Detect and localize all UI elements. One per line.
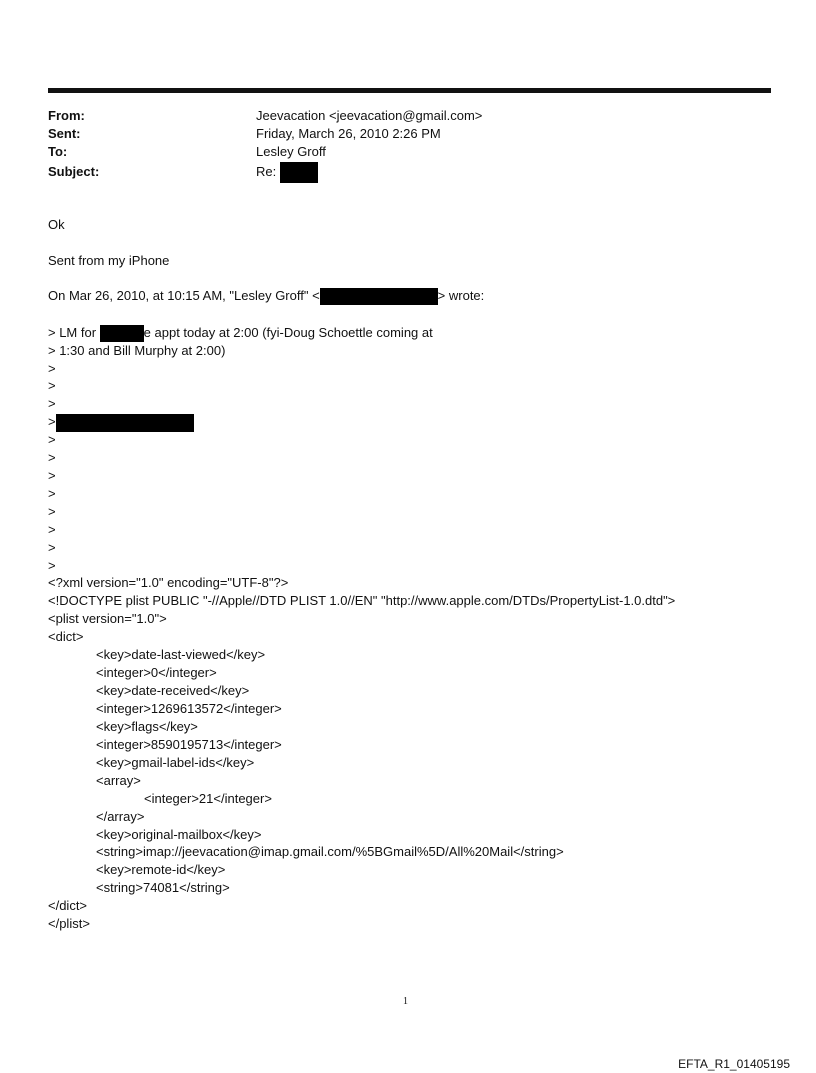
plist-line: <plist version="1.0"> <box>48 611 167 626</box>
subject-value <box>256 162 318 183</box>
quote-marker: > <box>48 486 56 501</box>
quote-line: > 1:30 and Bill Murphy at 2:00) <box>48 343 226 358</box>
quote-marker: > <box>48 522 56 537</box>
plist-line: <key>original-mailbox</key> <box>96 827 262 842</box>
signature-text: Sent from my iPhone <box>48 253 170 268</box>
quote-line1-start: > LM for <box>48 325 100 340</box>
reply-text: Ok <box>48 217 65 232</box>
to-label: To: <box>48 144 68 159</box>
quote-marker: > <box>48 432 56 447</box>
from-label: From: <box>48 108 85 123</box>
plist-line: <integer>8590195713</integer> <box>96 737 282 752</box>
redaction-block <box>100 325 144 342</box>
plist-line: <dict> <box>48 629 84 644</box>
quote-line1-end: e appt today at 2:00 (fyi-Doug Schoettle coming at <box>143 325 433 340</box>
plist-line: <key>flags</key> <box>96 719 198 734</box>
document-id: EFTA_R1_01405195 <box>678 1057 790 1071</box>
plist-line: <integer>1269613572</integer> <box>96 701 282 716</box>
plist-line: <string>imap://jeevacation@imap.gmail.com/%5BGmail%5D/All%20Mail</string> <box>96 844 564 859</box>
plist-line: </dict> <box>48 898 88 913</box>
sent-label: Sent: <box>48 126 81 141</box>
subject-prefix: Re: <box>256 163 277 179</box>
plist-line: </plist> <box>48 916 90 931</box>
quote-marker: > <box>48 558 56 573</box>
page-number: 1 <box>403 996 408 1007</box>
plist-line: <!DOCTYPE plist PUBLIC "-//Apple//DTD PLIST 1.0//EN" "http://www.apple.com/DTDs/PropertyList-1.0.dtd"> <box>48 593 676 608</box>
header-rule <box>48 88 771 93</box>
plist-line: <string>74081</string> <box>96 880 230 895</box>
quote-marker: > <box>48 504 56 519</box>
quote-marker: > <box>48 450 56 465</box>
quote-marker: > <box>48 361 56 376</box>
header-sent-row <box>48 125 441 143</box>
plist-line: <key>date-last-viewed</key> <box>96 647 266 662</box>
quote-marker: > <box>48 540 56 555</box>
plist-line: <key>date-received</key> <box>96 683 250 698</box>
plist-line: <key>remote-id</key> <box>96 862 226 877</box>
quote-marker: > <box>48 378 56 393</box>
subject-label: Subject: <box>48 163 100 179</box>
redaction-block <box>320 288 438 305</box>
quote-marker: > <box>48 396 56 411</box>
from-value: Jeevacation <jeevacation@gmail.com> <box>256 108 483 123</box>
plist-line: </array> <box>96 809 145 824</box>
quote-line <box>48 324 433 342</box>
quote-intro-after: > wrote: <box>437 288 485 303</box>
redaction-block <box>280 162 318 183</box>
header-to-row <box>48 143 326 161</box>
plist-line: <integer>21</integer> <box>144 791 272 806</box>
quote-intro-before: On Mar 26, 2010, at 10:15 AM, "Lesley Groff" < <box>48 288 320 303</box>
quote-marker: > <box>48 414 56 429</box>
plist-line: <?xml version="1.0" encoding="UTF-8"?> <box>48 575 289 590</box>
plist-line: <key>gmail-label-ids</key> <box>96 755 255 770</box>
sent-value: Friday, March 26, 2010 2:26 PM <box>256 126 441 141</box>
header-from-row <box>48 107 482 125</box>
plist-line: <array> <box>96 773 141 788</box>
quote-marker: > <box>48 468 56 483</box>
plist-line: <integer>0</integer> <box>96 665 217 680</box>
quote-line-redacted <box>48 413 194 431</box>
redaction-block <box>56 414 194 432</box>
quote-intro <box>48 287 484 305</box>
to-value: Lesley Groff <box>256 144 326 159</box>
header-subject-row <box>48 162 318 180</box>
